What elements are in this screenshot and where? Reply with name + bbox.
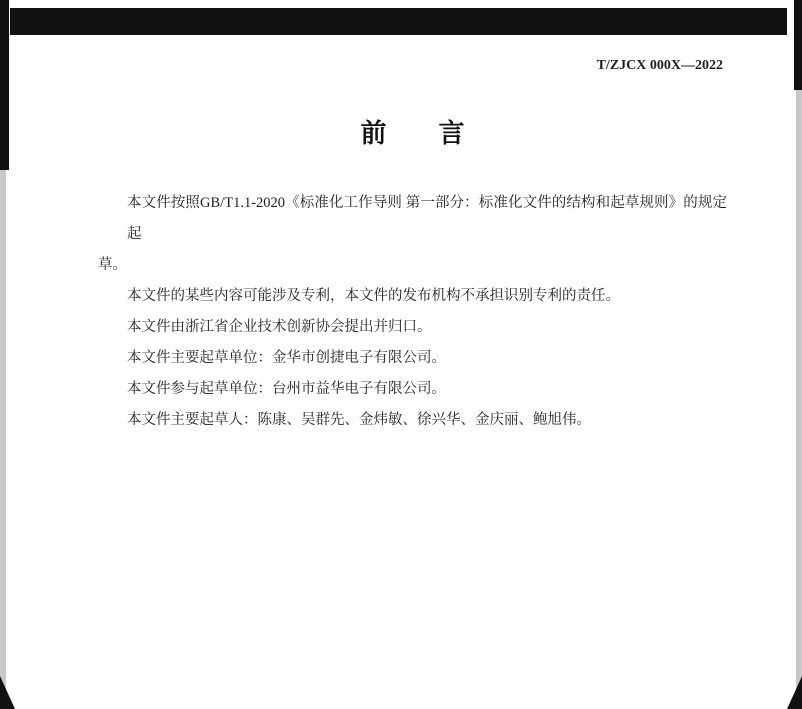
- paragraph-line: 本文件由浙江省企业技术创新协会提出并归口。: [127, 319, 432, 335]
- scan-artifact-right-edge: [794, 0, 802, 90]
- paragraph-line: 本文件参与起草单位：台州市益华电子有限公司。: [127, 381, 446, 397]
- scan-artifact-left-edge: [0, 0, 9, 170]
- paragraph-line: 草。: [98, 257, 127, 273]
- scan-artifact-bottom-left-corner: [0, 676, 15, 709]
- foreword-body: [98, 188, 727, 436]
- paragraph-line: 本文件主要起草单位：金华市创捷电子有限公司。: [127, 350, 446, 366]
- paragraph-line: 本文件主要起草人：陈康、吴群先、金炜敏、徐兴华、金庆丽、鲍旭伟。: [127, 412, 591, 428]
- scan-edge-strip-right: [796, 0, 802, 709]
- paragraph-line: 本文件的某些内容可能涉及专利，本文件的发布机构不承担识别专利的责任。: [127, 288, 620, 304]
- doc-number: T/ZJCX 000X—2022: [596, 58, 723, 73]
- scan-artifact-bottom-right-corner: [787, 676, 802, 709]
- scan-artifact-top-bar: [10, 8, 787, 35]
- page-title: 前 言: [360, 118, 465, 148]
- paragraph-line: 本文件按照GB/T1.1-2020《标准化工作导则 第一部分：标准化文件的结构和起草规则》的规定起: [127, 195, 727, 242]
